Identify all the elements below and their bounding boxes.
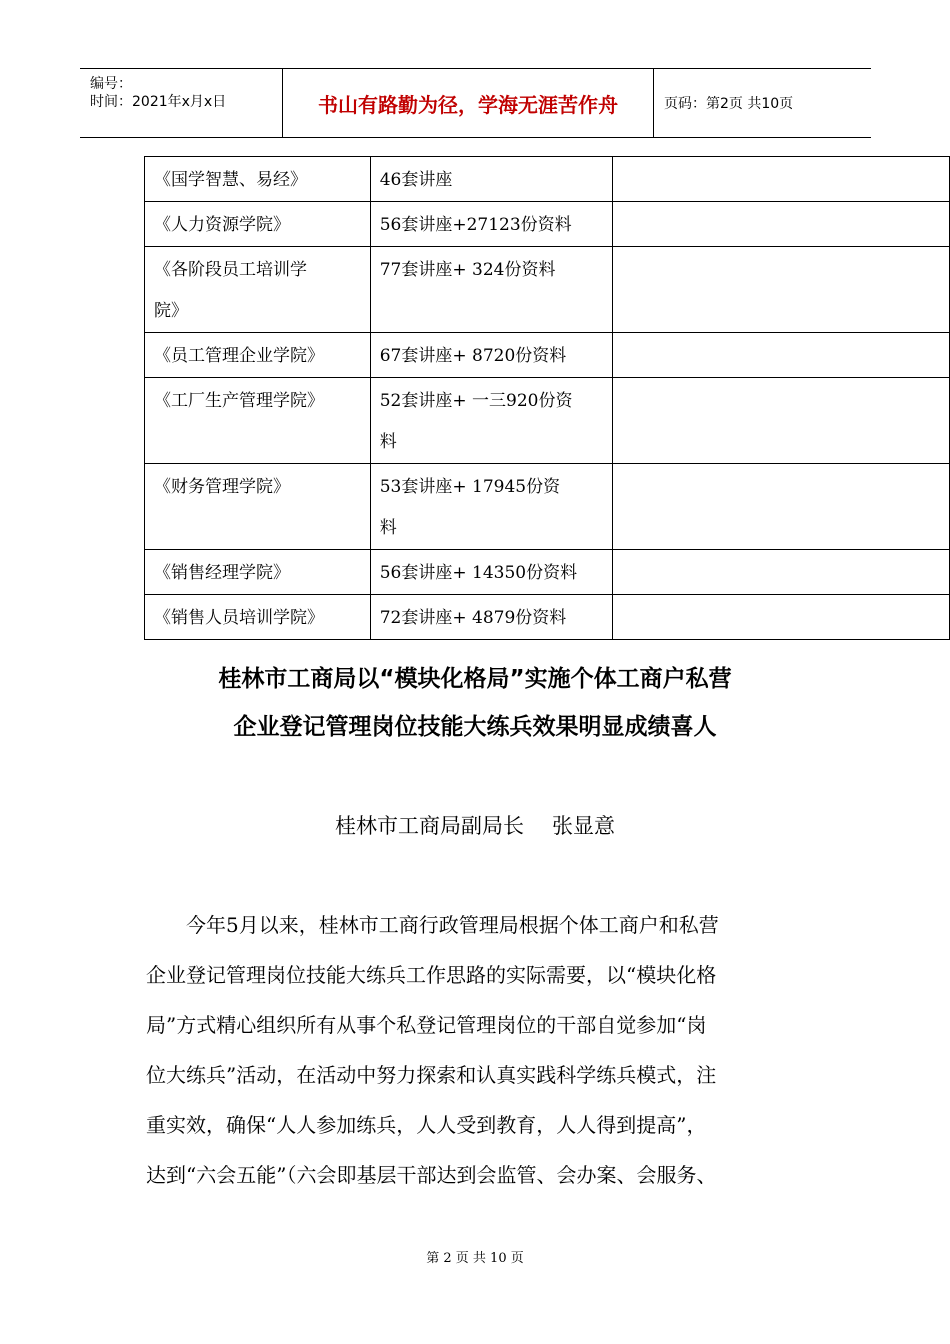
header-motto: 书山有路勤为径，学海无涯苦作舟 (283, 69, 654, 137)
page-footer: 第 2 页 共 10 页 (426, 1251, 524, 1266)
course-content-cell (370, 464, 613, 550)
course-table (144, 156, 950, 640)
course-name-cell (145, 378, 371, 464)
course-content-cell-line: 料 (379, 432, 397, 452)
course-empty-cell (613, 378, 950, 464)
course-name-cell (145, 202, 371, 247)
course-empty-cell (613, 157, 950, 202)
course-content-cell-line: 67套讲座+ 8720份资料 (379, 346, 567, 366)
course-name-cell-line: 院》 (154, 301, 188, 321)
body-line: 企业登记管理岗位技能大练兵工作思路的实际需要，以“模块化格 (146, 963, 717, 987)
course-name-cell (145, 595, 371, 640)
course-empty-cell (613, 202, 950, 247)
table-row (145, 157, 950, 202)
table-row (145, 378, 950, 464)
page-header (80, 68, 871, 138)
course-name-cell-line: 《人力资源学院》 (154, 215, 290, 235)
body-line: 位大练兵”活动，在活动中努力探索和认真实践科学练兵模式，注 (146, 1063, 717, 1087)
article-title-line-1: 桂林市工商局以“模块化格局”实施个体工商户私营 (218, 666, 732, 692)
body-line: 今年5月以来，桂林市工商行政管理局根据个体工商户和私营 (146, 913, 719, 937)
table-row (145, 595, 950, 640)
course-content-cell (370, 595, 613, 640)
table-row (145, 247, 950, 333)
table-row (145, 202, 950, 247)
course-content-cell (370, 157, 613, 202)
table-row (145, 464, 950, 550)
body-line: 重实效，确保“人人参加练兵，人人受到教育，人人得到提高”， (146, 1113, 707, 1137)
article-title-line-2: 企业登记管理岗位技能大练兵效果明显成绩喜人 (233, 714, 717, 740)
course-content-cell (370, 247, 613, 333)
header-page-info: 页码：第2页 共10页 (664, 96, 794, 112)
course-empty-cell (613, 464, 950, 550)
course-content-cell-line: 56套讲座+27123份资料 (379, 215, 572, 235)
course-name-cell-line: 《国学智慧、易经》 (154, 170, 307, 190)
course-content-cell (370, 202, 613, 247)
number-label: 编号： (90, 76, 132, 92)
body-line: 达到“六会五能”（六会即基层干部达到会监管、会办案、会服务、 (146, 1163, 717, 1187)
course-name-cell-line: 《员工管理企业学院》 (154, 346, 324, 366)
course-content-cell-line: 56套讲座+ 14350份资料 (379, 563, 578, 583)
course-content-cell (370, 333, 613, 378)
course-name-cell (145, 550, 371, 595)
body-line: 局”方式精心组织所有从事个私登记管理岗位的干部自觉参加“岗 (146, 1013, 707, 1037)
course-name-cell-line: 《销售经理学院》 (154, 563, 290, 583)
header-meta-cell (80, 69, 283, 137)
course-content-cell-line: 77套讲座+ 324份资料 (379, 260, 556, 280)
course-empty-cell (613, 247, 950, 333)
table-row (145, 333, 950, 378)
course-empty-cell (613, 550, 950, 595)
course-empty-cell (613, 595, 950, 640)
author-name: 张显意 (552, 814, 615, 838)
course-content-cell-line: 53套讲座+ 17945份资 (379, 477, 561, 497)
article-body (146, 900, 826, 1200)
course-name-cell (145, 157, 371, 202)
course-name-cell-line: 《工厂生产管理学院》 (154, 391, 324, 411)
course-content-cell-line: 46套讲座 (379, 170, 453, 190)
course-content-cell-line: 72套讲座+ 4879份资料 (379, 608, 567, 628)
course-content-cell-line: 料 (379, 518, 397, 538)
course-name-cell-line: 《销售人员培训学院》 (154, 608, 324, 628)
course-name-cell (145, 247, 371, 333)
course-content-cell (370, 378, 613, 464)
course-content-cell-line: 52套讲座+ 一三920份资 (379, 391, 573, 411)
author-title: 桂林市工商局副局长 (335, 814, 524, 838)
course-content-cell (370, 550, 613, 595)
article-author (0, 810, 950, 840)
course-name-cell (145, 333, 371, 378)
table-row (145, 550, 950, 595)
course-name-cell (145, 464, 371, 550)
course-name-cell-line: 《财务管理学院》 (154, 477, 290, 497)
course-empty-cell (613, 333, 950, 378)
time-label: 时间：2021年x月x日 (90, 94, 227, 110)
course-name-cell-line: 《各阶段员工培训学 (154, 260, 307, 280)
